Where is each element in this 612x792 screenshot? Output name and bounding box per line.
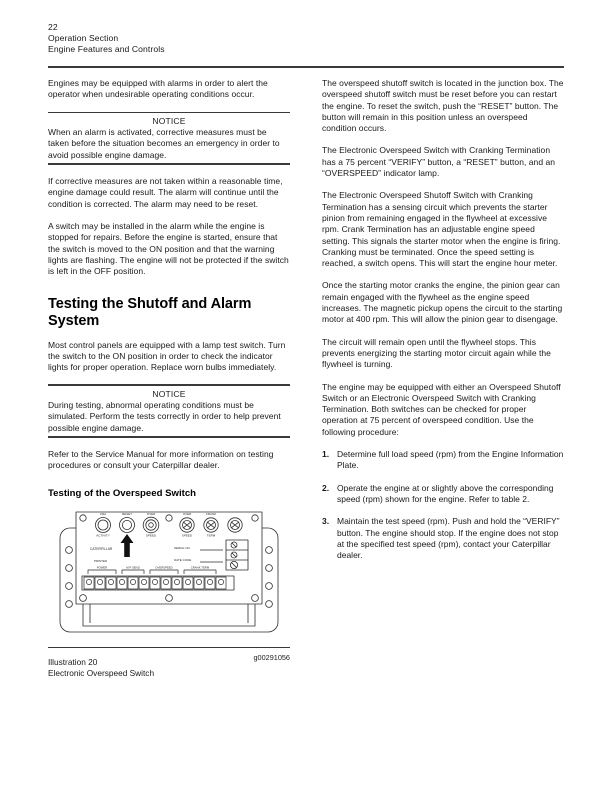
svg-text:DATE CODE: DATE CODE [174,557,192,562]
header-rule [48,66,564,68]
header-section: Operation Section [48,33,119,44]
left-paragraph-2: If corrective measures are not taken within a reasonable time, engine damage could result. The alarm will continue until the condition is corrected. The alarm may need to be reset. [48,176,283,209]
right-paragraph-4: Once the starting motor cranks the engine, the pinion gear can remain engaged with the flywheel as the engine speed increases. The magnetic pickup opens the circuit to the starting motor at 400 rpm. This will allow the pinion gear to disengage. [322,280,563,325]
right-paragraph-2: The Electronic Overspeed Switch with Cranking Termination has a 75 percent “VERIFY” button, a “RESET” button, and an “OVERSPEED” indicator lamp. [322,145,556,179]
notice-rule-bottom [48,436,290,438]
overspeed-switch-diagram [48,510,290,638]
page-header [48,22,564,56]
list-item-text: Operate the engine at or slightly above the corresponding speed (rpm) shown for the engine. Refer to table 2. [337,482,554,504]
svg-text:CRANK TERM: CRANK TERM [190,565,210,570]
notice-block-1 [48,112,290,166]
illustration-image-id: g00291056 [253,652,290,662]
notice-body: When an alarm is activated, corrective measures must be taken before the situation becomes an emergency in order to avoid possible engine damage. [48,127,280,160]
notice-title: NOTICE [152,388,186,399]
svg-text:TERM: TERM [206,533,216,538]
svg-text:SPEED: SPEED [145,533,157,538]
list-item [322,483,564,506]
svg-text:SPEED: SPEED [181,533,193,538]
subsection-heading-testing-overspeed-switch: Testing of the Overspeed Switch [48,487,197,499]
procedure-list [322,449,564,561]
svg-text:POWER: POWER [96,565,108,570]
right-paragraph-6: The engine may be equipped with either an Overspeed Shutoff Switch or an Electronic Overspeed Switch with Cranking Termination. Both switches can be checked for proper operation at 75 percent of overspeed condition. Use the following procedure: [322,381,561,437]
list-item-text: Determine full load speed (rpm) from the Engine Information Plate. [337,449,564,471]
notice-rule-bottom [48,163,290,165]
notice-block-2 [48,384,290,438]
list-item-number: 2. [322,482,330,493]
list-item-number: 1. [322,449,330,460]
left-paragraph-1: Engines may be equipped with alarms in order to alert the operator when undesirable operating conditions occur. [48,78,268,100]
list-item-text: Maintain the test speed (rpm). Push and hold the “VERIFY” button. The engine should stop. If the engine does not stop at the specified test speed (rpm), contact your Caterpillar dealer. [337,516,560,561]
figure-caption-line [48,652,290,667]
list-item-number: 3. [322,516,330,527]
illustration-caption: Electronic Overspeed Switch [48,667,155,678]
notice-body: During testing, abnormal operating conditions must be simulated. Perform the tests correctly in order to help prevent possible engine damage. [48,399,281,433]
illustration-label: Illustration 20 [48,656,98,667]
left-paragraph-4: Most control panels are equipped with a lamp test switch. Turn the switch to the ON position in order to check the indicator lights for proper operation. Replace worn bulbs immediately. [48,339,286,373]
left-column [48,78,290,679]
right-column [322,78,564,572]
left-paragraph-3: A switch may be installed in the alarm while the engine is stopped for repairs. Before the engine is started, ensure that the switch is moved to the ON position and that the warning lights are flashing. The engine will not be protected if the switch is left in the OFF position. [48,221,289,277]
list-item [322,516,564,561]
svg-text:CRANK: CRANK [205,511,217,516]
svg-text:CATERPILLAR: CATERPILLAR [90,546,113,551]
page-number: 22 [48,22,58,32]
svg-text:RESET: RESET [121,511,133,516]
figure-electronic-overspeed-switch [48,510,290,679]
svg-text:ACTIVITY: ACTIVITY [96,533,110,538]
svg-text:OVER: OVER [146,511,156,516]
right-paragraph-3: The Electronic Overspeed Shutoff Switch with Cranking Termination has a sensing circuit which prevents the starter pinion from remaining engaged in the flywheel at excessive rpm. Crank Termination has an adjustable engine speed setting. This signals the starter motor when the engine is firing. Cranking must be terminated. Once the speed setting is reached, a switch opens. This will start the engine hour meter. [322,190,561,269]
svg-text:M P SEND: M P SEND [126,565,140,570]
list-item [322,449,564,472]
header-subsection: Engine Features and Controls [48,44,165,55]
svg-text:SERIAL NO.: SERIAL NO. [174,545,191,550]
svg-text:OVER: OVER [182,511,192,516]
svg-text:OVERSPEED: OVERSPEED [155,565,173,570]
section-heading-testing-shutoff-alarm: Testing the Shutoff and Alarm System [48,295,252,329]
left-paragraph-5: Refer to the Service Manual for more information on testing procedures or consult your Caterpillar dealer. [48,448,274,471]
notice-title: NOTICE [152,115,186,126]
svg-text:PRINTED: PRINTED [94,558,108,563]
right-paragraph-1: The overspeed shutoff switch is located in the junction box. The overspeed shutoff switch must be reset before you can restart the engine. To reset the switch, push the “RESET” button. The button will remain in this position unless an overspeed condition occurs. [322,78,564,134]
svg-text:CRA: CRA [99,511,107,516]
figure-rule [48,647,290,648]
right-paragraph-5: The circuit will remain open until the flywheel stops. This prevents energizing the starting motor circuit again while the flywheel is turning. [322,336,551,370]
